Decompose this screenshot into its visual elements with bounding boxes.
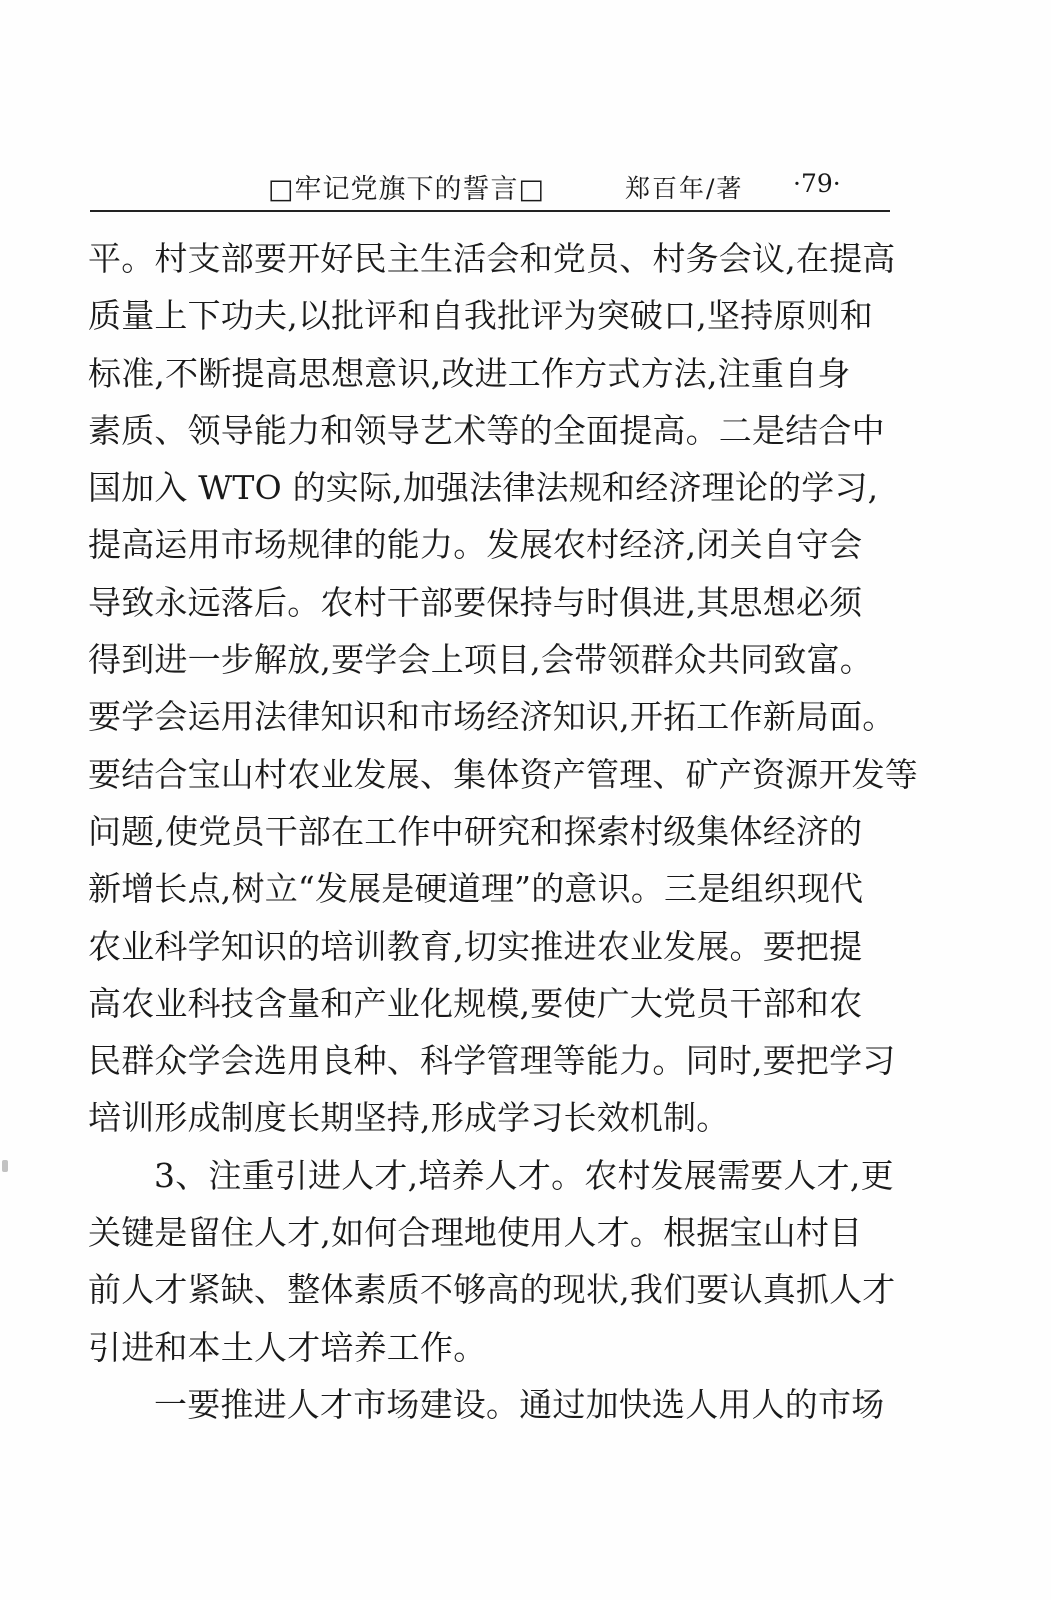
text-line: 民群众学会选用良种、科学管理等能力。同时,要把学习 [88,1041,896,1081]
book-title: □牢记党旗下的誓言□ [268,174,546,205]
text-line: 培训形成制度长期坚持,形成学习长效机制。 [88,1098,730,1138]
text-line: 要结合宝山村农业发展、集体资产管理、矿产资源开发等 [88,754,918,794]
text-line: 国加入 WTO 的实际,加强法律法规和经济理论的学习, [88,468,879,508]
text-line: 素质、领导能力和领导艺术等的全面提高。二是结合中 [88,410,885,450]
text-line: 问题,使党员干部在工作中研究和探索村级集体经济的 [88,811,863,851]
paragraph-first-line: 一要推进人才市场建设。通过加快选人用人的市场 [154,1384,885,1424]
header-rule [90,210,890,212]
running-header [90,163,890,203]
text-line: 新增长点,树立“发展是硬道理”的意识。三是组织现代 [88,869,864,909]
text-line: 要学会运用法律知识和市场经济知识,开拓工作新局面。 [88,697,896,737]
author-credit: 郑百年/著 [625,174,744,203]
text-line: 平。村支部要开好民主生活会和党员、村务会议,在提高 [88,239,896,278]
scan-speck [2,1160,8,1172]
text-line: 前人才紧缺、整体素质不够高的现状,我们要认真抓人才 [88,1270,896,1310]
text-line: 高农业科技含量和产业化规模,要使广大党员干部和农 [88,983,863,1023]
text-line: 标准,不断提高思想意识,改进工作方式方法,注重自身 [88,353,851,393]
page-number: ·79· [793,169,841,198]
text-line: 提高运用市场规律的能力。发展农村经济,闭关自守会 [88,525,863,565]
text-line: 引进和本土人才培养工作。 [88,1327,487,1367]
text-line: 关键是留住人才,如何合理地使用人才。根据宝山村目 [88,1213,863,1253]
body-text [88,230,918,1433]
paragraph-first-line: 3、注重引进人才,培养人才。农村发展需要人才,更 [154,1155,894,1195]
text-line: 导致永远落后。农村干部要保持与时俱进,其思想必须 [88,582,863,622]
text-line: 农业科学知识的培训教育,切实推进农业发展。要把提 [88,926,863,966]
text-line: 质量上下功夫,以批评和自我批评为突破口,坚持原则和 [88,296,873,336]
text-line: 得到进一步解放,要学会上项目,会带领群众共同致富。 [88,640,873,680]
